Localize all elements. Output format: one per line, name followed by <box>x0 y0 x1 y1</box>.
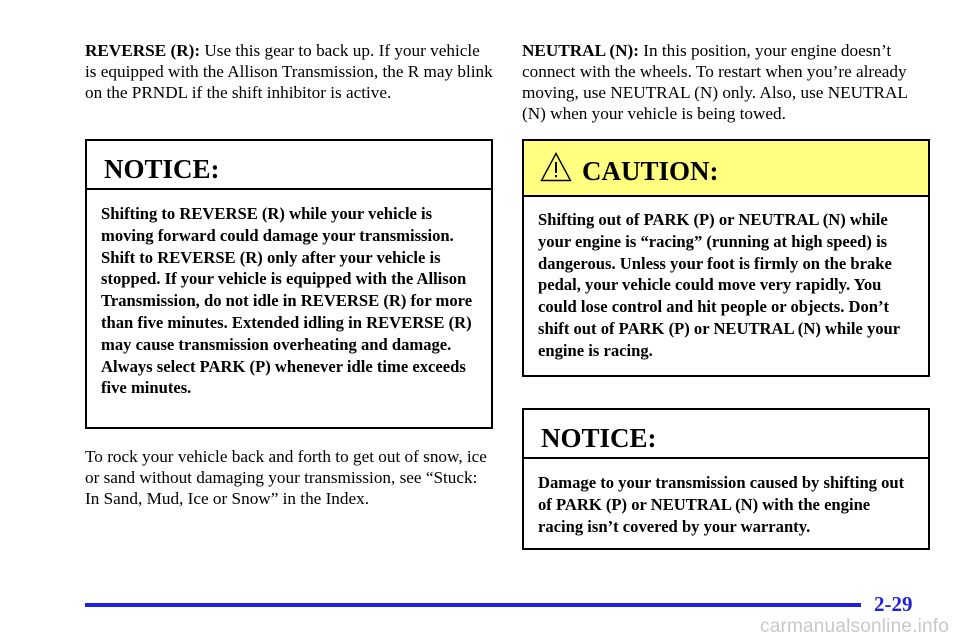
reverse-paragraph <box>85 40 493 103</box>
rock-paragraph: To rock your vehicle back and forth to get out of snow, ice or sand without damaging your transmission, see “Stuck: In Sand, Mud, Ice or Snow” in the Index. <box>85 447 487 508</box>
neutral-paragraph-block <box>522 40 930 124</box>
reverse-notice-header <box>87 141 491 190</box>
caution-body: Shifting out of PARK (P) or NEUTRAL (N) while your engine is “racing” (running at high speed) is dangerous. Unless your foot is firmly on the brake pedal, your vehicle could move very rapidly. You could lose control and hit people or objects. Don’t shift out of PARK (P) or NEUTRAL (N) while your engine is racing. <box>538 210 900 360</box>
reverse-notice-title: NOTICE: <box>104 154 220 184</box>
caution-title: CAUTION: <box>582 156 719 186</box>
reverse-term: REVERSE (R): <box>85 41 201 60</box>
reverse-notice-body: Shifting to REVERSE (R) while your vehicle is moving forward could damage your transmission. Shift to REVERSE (R) only after your vehicle is stopped. If your vehicle is equipped with the Allison Transmission, do not idle in REVERSE (R) for more than five minutes. Extended idling in REVERSE (R) may cause transmission overheating and damage. Always select PARK (P) whenever idle time exceeds five minutes. <box>101 204 473 398</box>
racing-notice-box <box>522 408 930 550</box>
warning-triangle-icon <box>540 152 572 182</box>
racing-notice-title: NOTICE: <box>541 423 657 453</box>
reverse-description: Use this gear to back up. If your vehicle is equipped with the Allison Transmission, the R may blink on the PRNDL if the shift inhibitor is active. <box>85 41 493 102</box>
racing-notice-header <box>524 410 928 459</box>
caution-header <box>524 141 928 197</box>
reverse-paragraph-block <box>85 40 493 103</box>
neutral-paragraph <box>522 40 930 124</box>
neutral-description: In this position, your engine doesn’t connect with the wheels. To restart when you’re already moving, use NEUTRAL (N) only. Also, use NEUTRAL (N) when your vehicle is being towed. <box>522 41 908 123</box>
racing-notice-body: Damage to your transmission caused by shifting out of PARK (P) or NEUTRAL (N) with the engine racing isn’t covered by your warranty. <box>538 473 905 536</box>
page-number: 2-29 <box>874 592 913 616</box>
reverse-notice-box <box>85 139 493 429</box>
footer-rule <box>85 603 861 607</box>
watermark-text: carmanualsonline.info <box>760 616 950 637</box>
neutral-term: NEUTRAL (N): <box>522 41 639 60</box>
caution-box <box>522 139 930 377</box>
rock-paragraph-block <box>85 446 493 509</box>
